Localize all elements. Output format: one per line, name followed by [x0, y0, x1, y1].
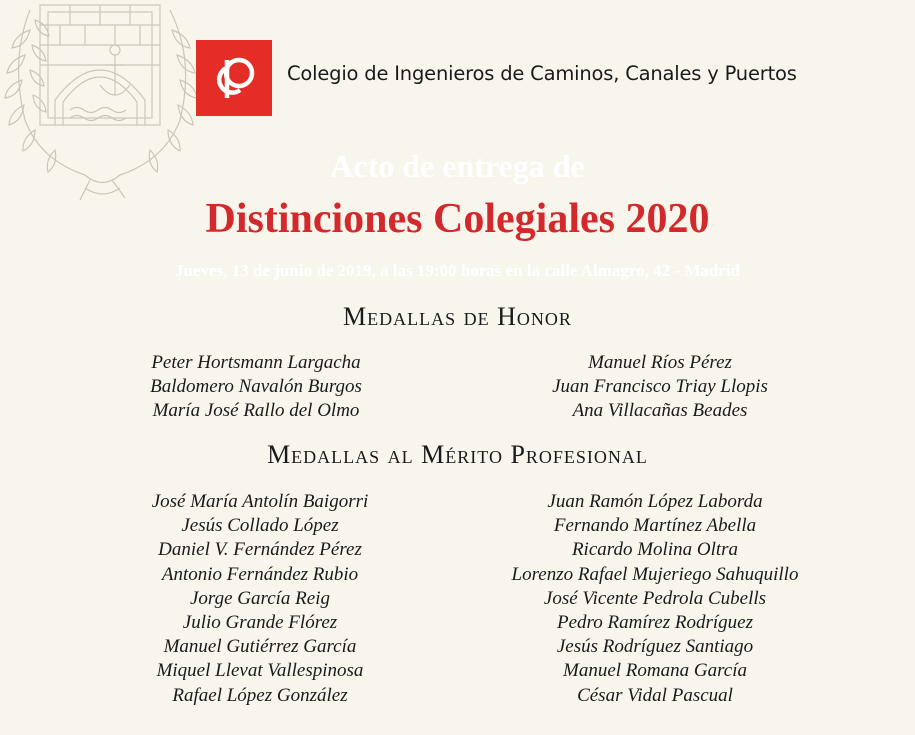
honoree-name: Jorge García Reig [190, 587, 330, 609]
honoree-name: Lorenzo Rafael Mujeriego Sahuquillo [511, 563, 799, 585]
honoree-name: Peter Hortsmann Largacha [151, 352, 361, 373]
honoree-name: Manuel Romana García [563, 660, 747, 682]
honoree-name: Manuel Gutiérrez García [163, 636, 357, 658]
section-heading-merit: Medallas al Mérito Profesional [267, 440, 648, 469]
honoree-name: Pedro Ramírez Rodríguez [557, 612, 753, 634]
honoree-name: María José Rallo del Olmo [152, 400, 360, 422]
event-pretitle: Acto de entrega de [330, 148, 585, 184]
event-date-line: Jueves, 13 de junio de 2019, a las 19:00 horas en la calle Almagro, 42 - Madrid [175, 261, 740, 280]
honoree-name: Juan Francisco Triay Llopis [552, 376, 768, 398]
honoree-name: José Vicente Pedrola Cubells [543, 587, 767, 609]
honoree-name: Ricardo Molina Oltra [571, 539, 739, 561]
cicccp-logo [196, 40, 272, 116]
honoree-name: Fernando Martínez Abella [553, 515, 757, 537]
honoree-name: Jesús Collado López [181, 515, 339, 537]
section-heading-honor: Medallas de Honor [343, 302, 572, 331]
event-title: Distinciones Colegiales 2020 [205, 196, 710, 242]
honoree-name: Ana Villacañas Beades [572, 400, 748, 422]
organization-name: Colegio de Ingenieros de Caminos, Canales y Puertos [287, 62, 797, 85]
honoree-name: Daniel V. Fernández Pérez [158, 539, 362, 561]
honor-left-column [120, 351, 392, 424]
honoree-name: Antonio Fernández Rubio [161, 563, 359, 585]
honoree-name: José María Antolín Baigorri [151, 491, 369, 512]
merit-right-column [480, 490, 830, 708]
honoree-name: César Vidal Pascual [577, 684, 733, 706]
honoree-name: Julio Grande Flórez [182, 612, 338, 634]
honoree-name: Baldomero Navalón Burgos [150, 376, 362, 398]
cicccp-logo-icon [196, 40, 272, 116]
honoree-name: Manuel Ríos Pérez [588, 352, 732, 373]
honoree-name: Rafael López González [172, 684, 348, 706]
merit-left-column [110, 490, 410, 708]
honoree-name: Juan Ramón López Laborda [547, 491, 763, 512]
honoree-name: Jesús Rodríguez Santiago [556, 636, 754, 658]
honoree-name: Miquel Llevat Vallespinosa [156, 660, 364, 682]
honor-right-column [500, 351, 820, 424]
